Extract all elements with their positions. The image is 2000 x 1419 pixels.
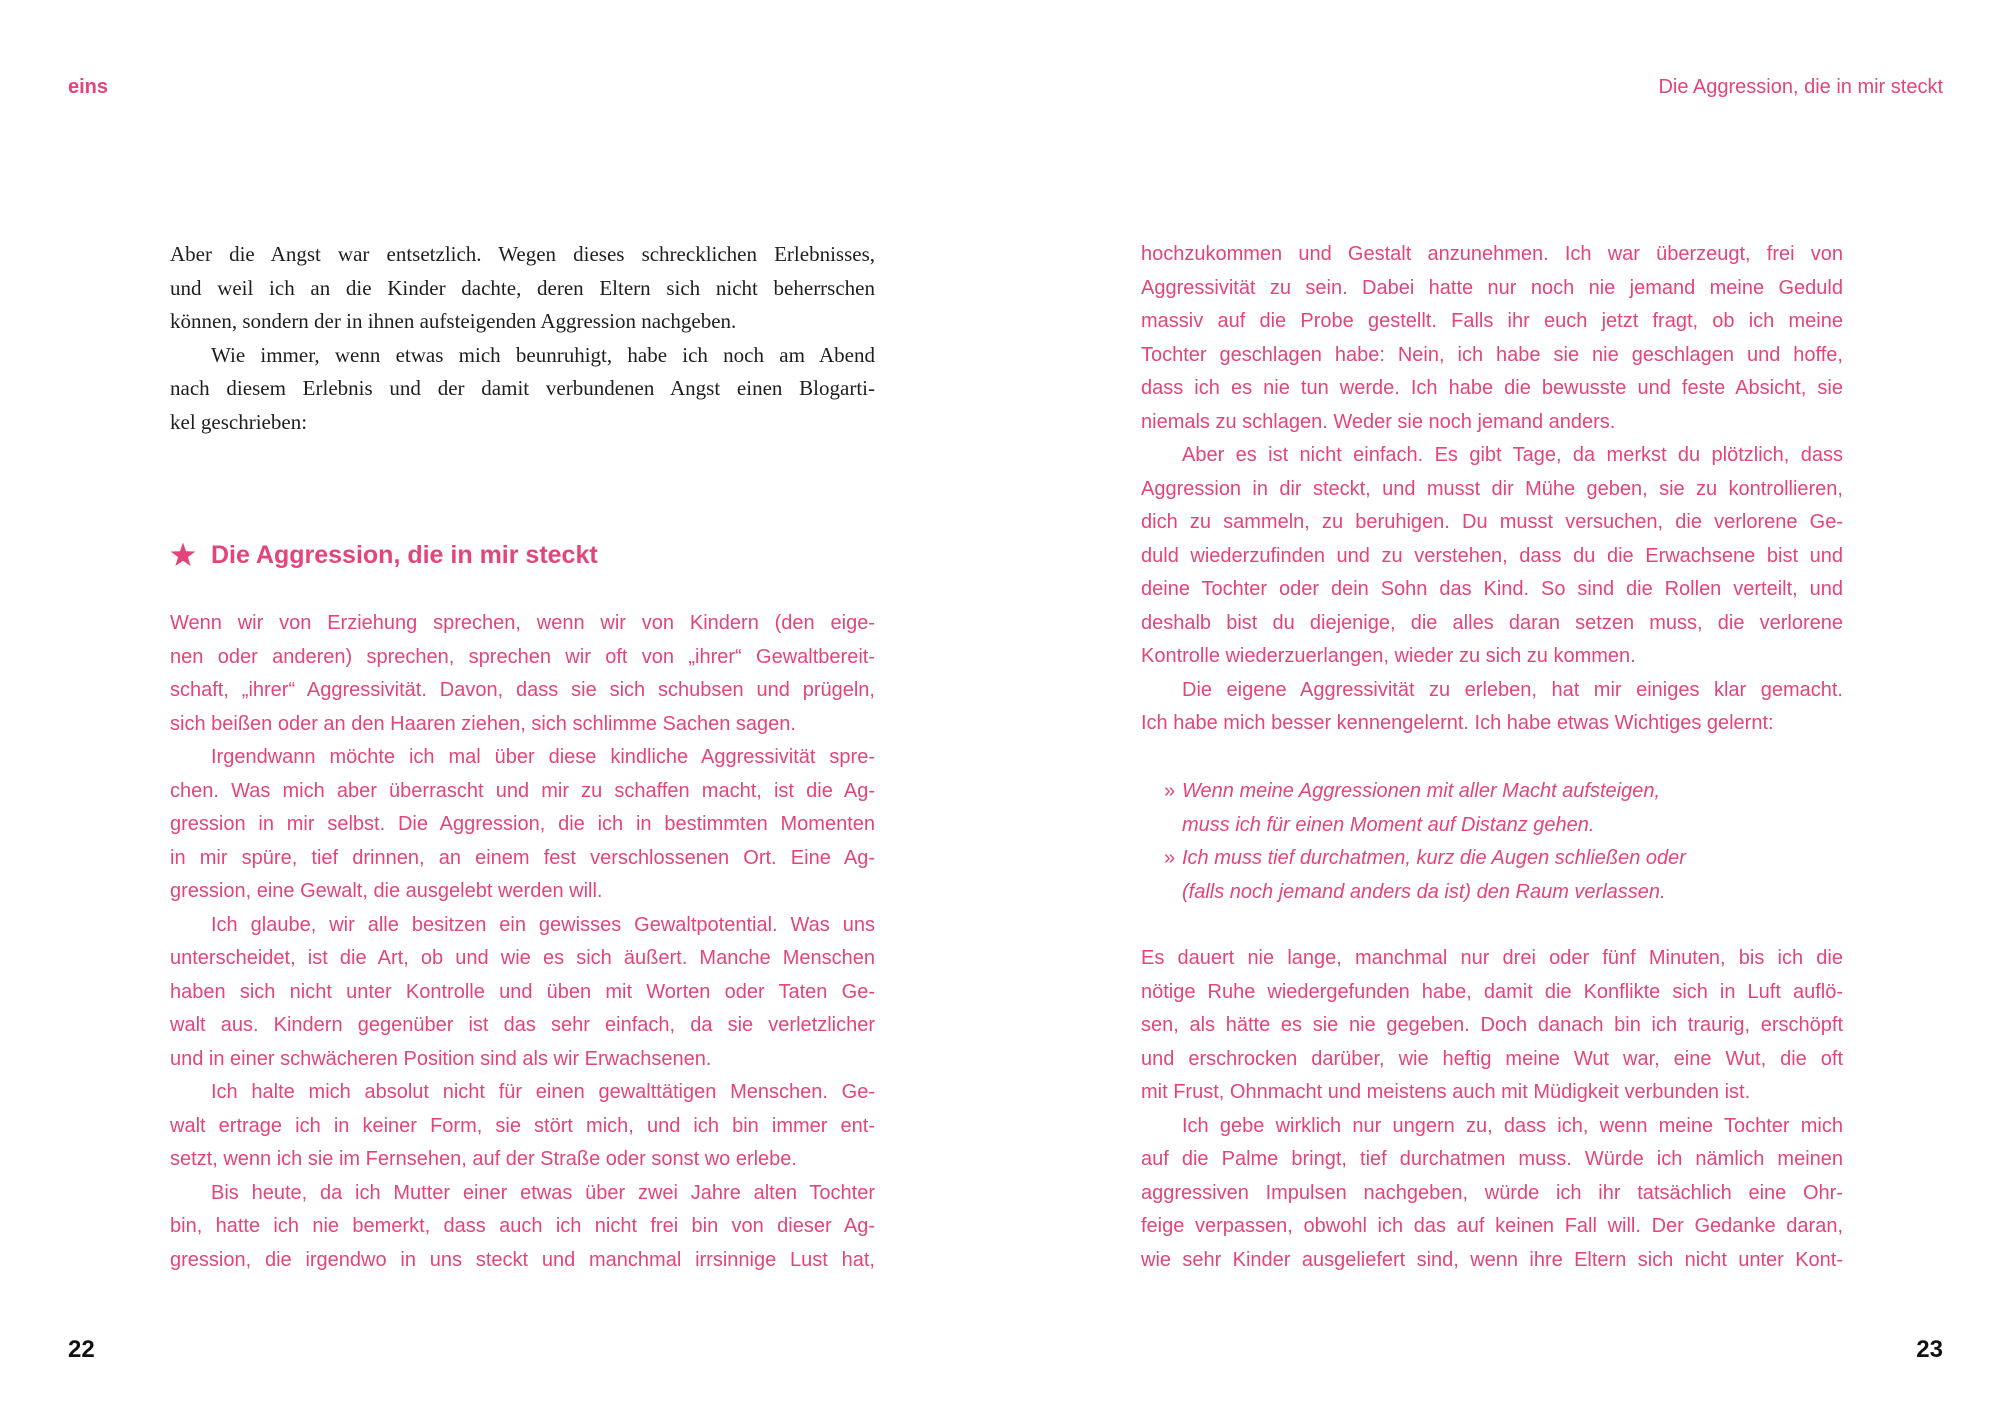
text-line: Aber es ist nicht einfach. Es gibt Tage, da merkst du plötzlich, dass [1182,444,1843,466]
text-line: (falls noch jemand anders da ist) den Raum verlassen. [1182,880,1666,903]
text-line: walt aus. Kindern gegenüber ist das sehr einfach, da sie verletzlicher [170,1014,875,1036]
text-line: walt ertrage ich in keiner Form, sie stört mich, und ich bin immer ent- [170,1114,875,1137]
text-line: und weil ich an die Kinder dachte, deren Eltern sich nicht beherrschen [170,275,875,300]
bullet-list [1164,775,1686,909]
text-line: sen, als hätte es sie nie gegeben. Doch danach bin ich traurig, erschöpft [1141,1014,1843,1036]
text-line: und in einer schwächeren Position sind als wir Erwachsenen. [170,1047,712,1070]
star-icon [170,542,196,568]
paragraph [1141,674,1843,741]
right-body-text-top [1141,238,1843,741]
paragraph [1141,942,1843,1110]
list-item [1164,775,1686,842]
text-line: muss ich für einen Moment auf Distanz gehen. [1182,813,1595,836]
paragraph [170,607,875,741]
text-line: Die eigene Aggressivität zu erleben, hat mir einiges klar gemacht. [1182,678,1843,701]
list-item [1164,842,1686,909]
text-line: aggressiven Impulsen nachgeben, würde ich ihr tatsächlich eine Ohr- [1141,1181,1843,1204]
text-line: Wenn wir von Erziehung sprechen, wenn wir von Kindern (den eige- [170,612,875,634]
text-line: Wenn meine Aggressionen mit aller Macht aufsteigen, [1182,780,1661,802]
right-body-text-bottom [1141,942,1843,1277]
running-title: Die Aggression, die in mir steckt [1658,76,1943,98]
text-line: Ich glaube, wir alle besitzen ein gewisses Gewaltpotential. Was uns [211,913,875,936]
text-line: schaft, „ihrer“ Aggressivität. Davon, dass sie sich schubsen und prügeln, [170,679,875,701]
section-heading-title: Die Aggression, die in mir steckt [211,540,598,569]
text-line: Aber die Angst war entsetzlich. Wegen dieses schrecklichen Erlebnisses, [170,242,875,266]
chapter-label: eins [68,76,109,98]
text-line: gression, eine Gewalt, die ausgelebt werden will. [170,880,603,902]
list-marker: » [1164,780,1176,802]
text-line: nen oder anderen) sprechen, sprechen wir oft von „ihrer“ Gewaltbereit- [170,645,875,668]
text-line: Tochter geschlagen habe: Nein, ich habe sie nie geschlagen und hoffe, [1141,343,1843,366]
left-body-text [170,607,875,1277]
paragraph [1141,439,1843,674]
text-line: Ich gebe wirklich nur ungern zu, dass ich, wenn meine Tochter mich [1182,1114,1843,1137]
paragraph [1141,1110,1843,1278]
text-line: chen. Was mich aber überrascht und mir zu schaffen macht, ist die Ag- [170,779,875,802]
paragraph [170,1076,875,1177]
paragraph [170,339,875,440]
text-line: gression, die irgendwo in uns steckt und manchmal irrsinnige Lust hat, [170,1248,875,1271]
text-line: gression in mir selbst. Die Aggression, die ich in bestimmten Momenten [170,813,875,835]
paragraph [1141,238,1843,439]
text-line: in mir spüre, tief drinnen, an einem fest verschlossenen Ort. Eine Ag- [170,846,875,869]
text-line: Aggressivität zu sein. Dabei hatte nur noch nie jemand meine Geduld [1141,276,1843,299]
list-marker: » [1164,847,1176,869]
text-line: können, sondern der in ihnen aufsteigenden Aggression nachgeben. [170,309,737,333]
text-line: Wie immer, wenn etwas mich beunruhigt, habe ich noch am Abend [211,342,875,367]
page-number-right: 23 [1916,1336,1943,1363]
text-line: deshalb bist du diejenige, die alles daran setzen muss, die verlorene [1141,611,1843,634]
text-line: hochzukommen und Gestalt anzunehmen. Ich war überzeugt, frei von [1141,243,1843,265]
text-line: niemals zu schlagen. Weder sie noch jemand anders. [1141,410,1616,433]
list-item-text [1182,775,1660,842]
paragraph [170,1177,875,1278]
text-line: setzt, wenn ich sie im Fernsehen, auf der Straße oder sonst wo erlebe. [170,1148,797,1170]
section-heading [170,536,598,574]
text-line: nach diesem Erlebnis und der damit verbundenen Angst einen Blogarti- [170,376,875,400]
text-line: haben sich nicht unter Kontrolle und üben mit Worten oder Taten Ge- [170,980,875,1003]
page-number-left: 22 [68,1336,95,1363]
text-line: Ich muss tief durchatmen, kurz die Augen schließen oder [1182,847,1686,869]
text-line: unterscheidet, ist die Art, ob und wie es sich äußert. Manche Menschen [170,947,875,969]
paragraph [170,741,875,909]
paragraph [170,238,875,339]
list-item-text [1182,842,1686,909]
text-line: sich beißen oder an den Haaren ziehen, sich schlimme Sachen sagen. [170,712,796,735]
text-line: Ich halte mich absolut nicht für einen gewalttätigen Menschen. Ge- [211,1081,875,1103]
text-line: Kontrolle wiederzuerlangen, wieder zu sich zu kommen. [1141,645,1636,667]
text-line: dich zu sammeln, zu beruhigen. Du musst versuchen, die verlorene Ge- [1141,511,1843,533]
text-line: Aggression in dir steckt, und musst dir Mühe geben, sie zu kontrollieren, [1141,477,1843,500]
text-line: mit Frust, Ohnmacht und meistens auch mit Müdigkeit verbunden ist. [1141,1081,1751,1103]
text-line: duld wiederzufinden und zu verstehen, dass du die Erwachsene bist und [1141,544,1843,567]
text-line: feige verpassen, obwohl ich das auf keinen Fall will. Der Gedanke daran, [1141,1215,1843,1237]
text-line: Ich habe mich besser kennengelernt. Ich habe etwas Wichtiges gelernt: [1141,712,1774,734]
paragraph [170,909,875,1077]
text-line: und erschrocken darüber, wie heftig meine Wut war, eine Wut, die oft [1141,1047,1843,1070]
text-line: auf die Palme bringt, tief durchatmen muss. Würde ich nämlich meinen [1141,1148,1843,1170]
text-line: massiv auf die Probe gestellt. Falls ihr euch jetzt fragt, ob ich meine [1141,310,1843,332]
left-intro-text [170,238,875,439]
text-line: wie sehr Kinder ausgeliefert sind, wenn ihre Eltern sich nicht unter Kont- [1141,1248,1843,1271]
text-line: Es dauert nie lange, manchmal nur drei oder fünf Minuten, bis ich die [1141,947,1843,969]
text-line: deine Tochter oder dein Sohn das Kind. So sind die Rollen verteilt, und [1141,578,1843,600]
text-line: bin, hatte ich nie bemerkt, dass auch ich nicht frei bin von dieser Ag- [170,1215,875,1237]
text-line: Irgendwann möchte ich mal über diese kindliche Aggressivität spre- [211,746,875,768]
text-line: kel geschrieben: [170,409,308,434]
text-line: dass ich es nie tun werde. Ich habe die bewusste und feste Absicht, sie [1141,377,1843,399]
text-line: nötige Ruhe wiedergefunden habe, damit die Konflikte sich in Luft auflö- [1141,980,1843,1003]
text-line: Bis heute, da ich Mutter einer etwas über zwei Jahre alten Tochter [211,1181,875,1204]
